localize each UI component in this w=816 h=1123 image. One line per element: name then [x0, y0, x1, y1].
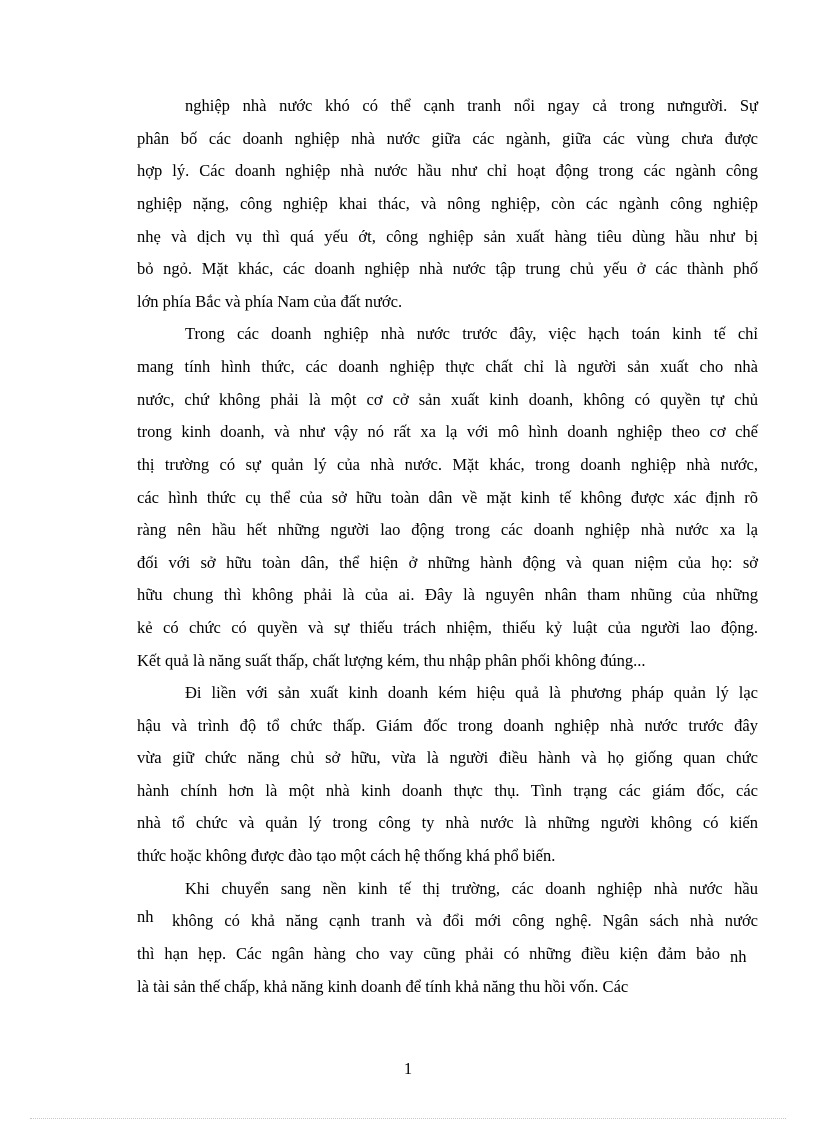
text-line: vừa giữ chức năng chủ sở hữu, vừa là người điều hành và họ giống quan chức: [137, 748, 758, 767]
stray-fragment-right: nh: [730, 947, 747, 966]
text-line: nghiệp nặng, công nghiệp khai thác, và nông nghiệp, còn các ngành công nghiệp: [137, 194, 758, 213]
text-line: nước, chứ không phải là một cơ cở sản xuất kinh doanh, không có quyền tự chủ: [137, 390, 758, 409]
text-line: mang tính hình thức, các doanh nghiệp thực chất chỉ là người sản xuất cho nhà: [137, 357, 758, 376]
text-line: hợp lý. Các doanh nghiệp nhà nước hầu như chỉ hoạt động trong các ngành công: [137, 161, 758, 180]
text-line: thị trường có sự quản lý của nhà nước. Mặt khác, trong doanh nghiệp nhà nước,: [137, 455, 758, 474]
page-number: 1: [403, 1059, 413, 1078]
text-line: hành chính hơn là một nhà kinh doanh thực thụ. Tình trạng các giám đốc, các: [137, 781, 758, 800]
text-line: lớn phía Bắc và phía Nam của đất nước.: [137, 292, 403, 311]
text-line: hữu chung thì không phải là của ai. Đây là nguyên nhân tham nhũng của những: [137, 585, 758, 604]
text-line: là tài sản thế chấp, khả năng kinh doanh để tính khả năng thu hồi vốn. Các: [137, 977, 629, 996]
text-line: đối với sở hữu toàn dân, thể hiện ở những hành động và quan niệm của họ: sở: [137, 553, 758, 572]
text-line: thì hạn hẹp. Các ngân hàng cho vay cũng phải có những điều kiện đảm bảo: [137, 944, 720, 963]
paragraph-first-line: Trong các doanh nghiệp nhà nước trước đây, việc hạch toán kinh tế chỉ: [185, 324, 758, 343]
text-line: các hình thức cụ thể của sở hữu toàn dân về mặt kinh tế không được xác định rõ: [137, 488, 758, 507]
paragraph-first-line: Đi liền với sản xuất kinh doanh kém hiệu quả là phương pháp quản lý lạc: [185, 683, 758, 702]
paragraph-first-line: Khi chuyển sang nền kinh tế thị trường, các doanh nghiệp nhà nước hầu: [185, 879, 758, 898]
bottom-dotted-rule: [30, 1118, 786, 1119]
text-line: không có khả năng cạnh tranh và đổi mới công nghệ. Ngân sách nhà nước: [172, 911, 758, 930]
text-line: nhẹ và dịch vụ thì quá yếu ớt, công nghiệp sản xuất hàng tiêu dùng hầu như bị: [137, 227, 758, 246]
text-line: Kết quả là năng suất thấp, chất lượng kém, thu nhập phân phối không đúng...: [137, 651, 646, 670]
text-line: nghiệp nhà nước khó có thể cạnh tranh nổi ngay cả trong nưngười. Sự: [185, 96, 758, 115]
text-line: phân bố các doanh nghiệp nhà nước giữa các ngành, giữa các vùng chưa được: [137, 129, 758, 148]
text-line: ràng nên hầu hết những người lao động trong các doanh nghiệp nhà nước xa lạ: [137, 520, 758, 539]
text-line: nhà tổ chức và quản lý trong công ty nhà nước là những người không có kiến: [137, 813, 758, 832]
text-line: hậu và trình độ tổ chức thấp. Giám đốc trong doanh nghiệp nhà nước trước đây: [137, 716, 758, 735]
text-line: trong kinh doanh, và như vậy nó rất xa lạ với mô hình doanh nghiệp theo cơ chế: [137, 422, 758, 441]
text-line: thức hoặc không được đào tạo một cách hệ thống khá phổ biến.: [137, 846, 556, 865]
text-line: bỏ ngỏ. Mặt khác, các doanh nghiệp nhà nước tập trung chủ yếu ở các thành phố: [137, 259, 758, 278]
text-line: kẻ có chức có quyền và sự thiếu trách nhiệm, thiếu kỷ luật của người lao động.: [137, 618, 758, 637]
stray-fragment-left: nh: [137, 907, 154, 926]
